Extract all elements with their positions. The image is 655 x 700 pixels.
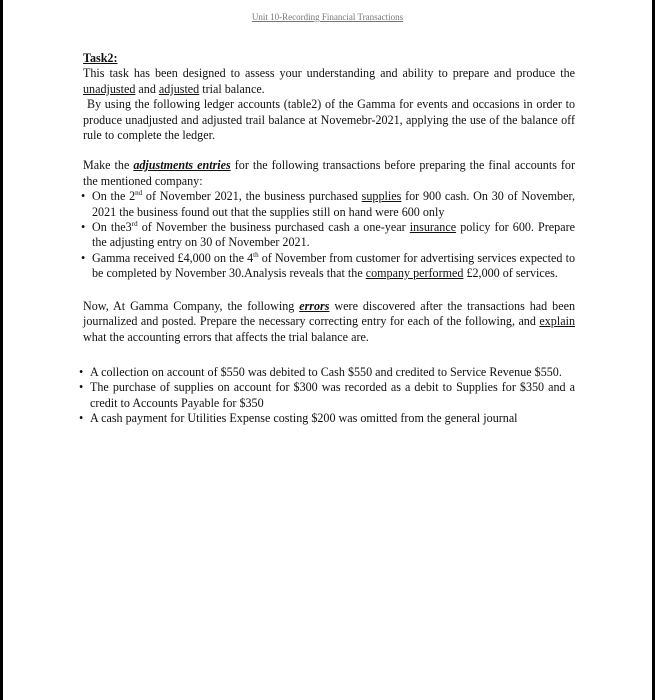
list-item xyxy=(79,380,575,411)
list-item xyxy=(79,411,575,426)
list-item xyxy=(83,189,575,220)
adjustments-list xyxy=(83,189,575,281)
task-intro-1 xyxy=(83,66,575,97)
item-text: A collection on account of $550 was debited to Cash $550 and credited to Service Revenue $550. xyxy=(90,364,562,379)
adjustments-lead-text: Make the xyxy=(83,158,134,173)
intro-unadjusted: unadjusted xyxy=(83,81,136,96)
page-header: Unit 10-Recording Financial Transactions xyxy=(251,12,404,22)
item-text: Gamma received £4,000 on the 4 xyxy=(92,250,254,265)
item-text: of November from customer for advertising services expected to be completed by November 30.Analysis reveals that the xyxy=(92,250,575,281)
item-text: of November the business purchased cash a one-year xyxy=(137,220,410,235)
errors-emphasis: errors xyxy=(299,298,330,313)
item-underlined: insurance xyxy=(409,220,457,235)
item-underlined: supplies xyxy=(361,189,402,204)
item-text: £2,000 of services. xyxy=(463,266,558,281)
item-text: for 900 cash. On 30 of November, 2021 the business found out that the supplies still on hand were 600 only xyxy=(92,189,576,219)
bullet-icon: • xyxy=(79,380,84,395)
bullet-icon: • xyxy=(81,220,86,235)
intro-and: and xyxy=(135,81,159,96)
errors-lead-text: Now, At Gamma Company, the following xyxy=(83,298,300,313)
item-sup: th xyxy=(253,250,259,259)
adjustments-lead xyxy=(83,158,575,189)
item-text: The purchase of supplies on account for $300 was recorded as a debit to Supplies for $350 and a credit to Accounts Payable for $350 xyxy=(90,380,575,410)
item-text: On the3 xyxy=(92,220,132,235)
errors-lead-end: what the accounting errors that affects the trial balance are. xyxy=(83,329,369,344)
intro-trial-balance: trial balance. xyxy=(199,81,265,96)
item-text: On the 2 xyxy=(92,189,136,204)
intro-text: This task has been designed to assess your understanding and ability to prepare and produce the xyxy=(83,66,575,81)
list-item xyxy=(83,220,575,251)
bullet-icon: • xyxy=(81,189,86,204)
errors-lead-rest: were discovered after the transactions had been journalized and posted. Prepare the necessary correcting entry for each of the following, and xyxy=(83,298,575,329)
document-body xyxy=(79,51,576,427)
bullet-icon: • xyxy=(81,250,86,265)
intro-adjusted: adjusted xyxy=(158,81,200,96)
task-title: Task2: xyxy=(83,51,118,65)
item-text: policy for 600. Prepare the adjusting entry on 30 of November 2021. xyxy=(92,220,575,250)
errors-lead xyxy=(83,299,575,345)
adjustments-lead-rest: for the following transactions before preparing the final accounts for the mentioned company: xyxy=(83,158,576,188)
adjustments-emphasis: adjustments entries xyxy=(133,158,231,173)
item-text: A cash payment for Utilities Expense costing $200 was omitted from the general journal xyxy=(90,411,518,426)
item-sup: rd xyxy=(131,220,138,229)
page-border-left xyxy=(0,0,3,700)
item-text: of November 2021, the business purchased xyxy=(142,189,362,204)
task-intro-2: By using the following ledger accounts (table2) of the Gamma for events and occasions in order to produce unadjusted and adjusted trail balance at Novemebr-2021, applying the use of the balance off rule to complete the ledger. xyxy=(83,97,575,143)
bullet-icon: • xyxy=(79,411,84,426)
list-item xyxy=(83,251,575,282)
errors-explain: explain xyxy=(539,314,575,329)
item-underlined: company performed xyxy=(365,266,464,281)
item-sup: nd xyxy=(135,189,143,198)
bullet-icon: • xyxy=(79,364,84,379)
list-item xyxy=(79,364,575,380)
errors-list xyxy=(79,364,575,427)
